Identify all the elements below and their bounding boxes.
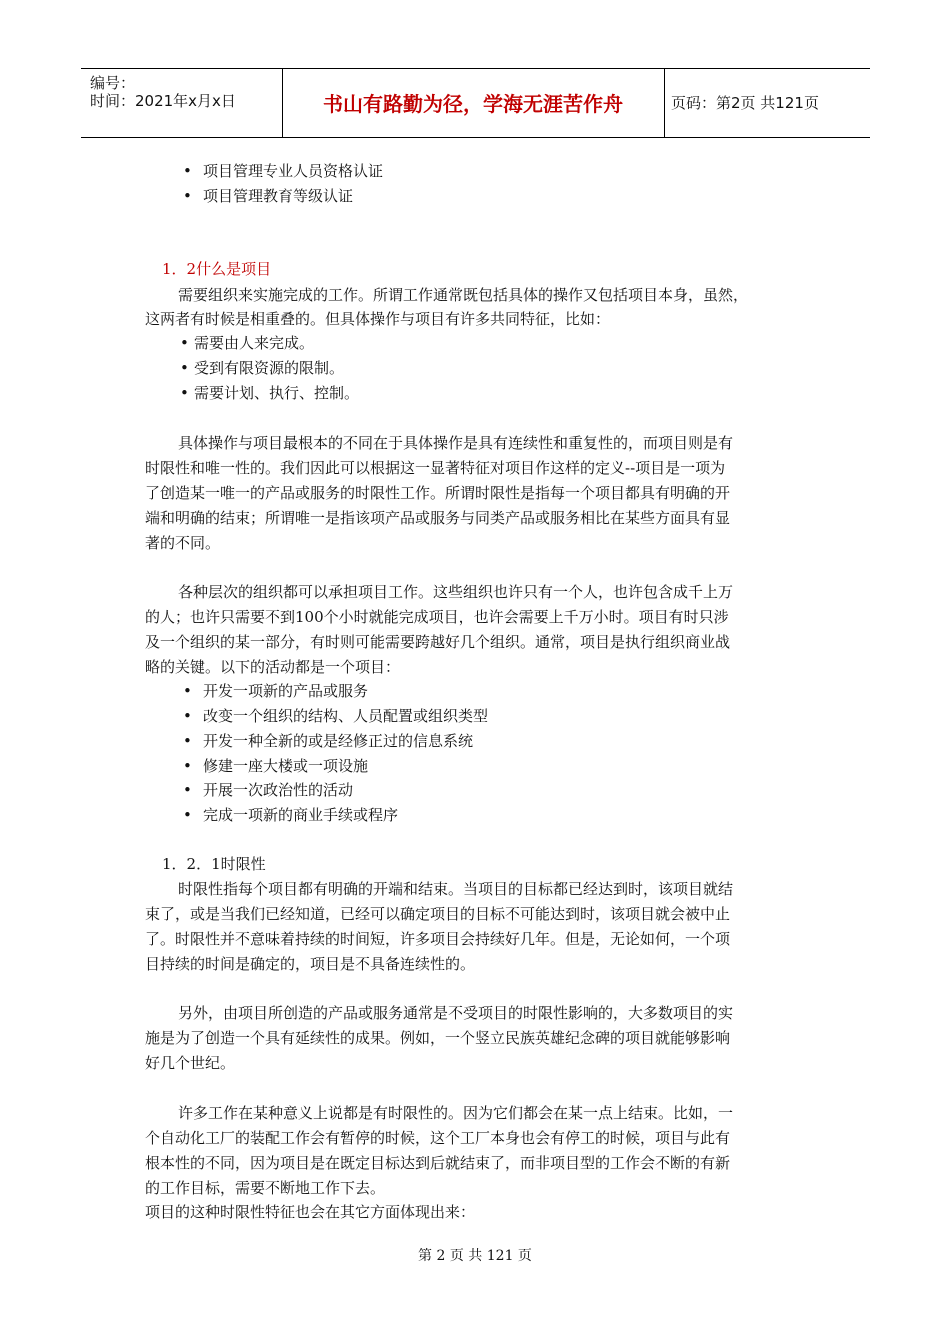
paragraph-line: 好几个世纪。 (145, 1054, 236, 1072)
header-page-cell (665, 69, 870, 137)
paragraph-line: 端和明确的结束；所谓唯一是指该项产品或服务与同类产品或服务相比在某些方面具有显 (145, 509, 731, 527)
list-item-text: 项目管理教育等级认证 (203, 187, 354, 205)
bullet-icon: • (180, 384, 189, 402)
document-time-label: 时间：2021年x月x日 (90, 92, 236, 110)
bullet-icon: • (183, 732, 192, 750)
paragraph-line: 另外，由项目所创造的产品或服务通常是不受项目的时限性影响的，大多数项目的实 (178, 1004, 734, 1022)
header-motto-cell (282, 69, 665, 137)
header-motto: 书山有路勤为径，学海无涯苦作舟 (323, 92, 623, 116)
list-item-text: 需要由人来完成。 (194, 334, 315, 352)
bullet-icon: • (183, 707, 192, 725)
list-item-text: 改变一个组织的结构、人员配置或组织类型 (203, 707, 489, 725)
list-item-text: 修建一座大楼或一项设施 (203, 757, 369, 775)
paragraph-line: 许多工作在某种意义上说都是有时限性的。因为它们都会在某一点上结束。比如，一 (178, 1104, 734, 1122)
document-number-label: 编号： (90, 74, 136, 92)
list-item-text: 完成一项新的商业手续或程序 (203, 806, 399, 824)
bullet-icon: • (180, 334, 189, 352)
paragraph-line: 时限性和唯一性的。我们因此可以根据这一显著特征对项目作这样的定义--项目是一项为 (145, 459, 726, 477)
paragraph-line: 的人；也许只需要不到100个小时就能完成项目，也许会需要上千万小时。项目有时只涉 (145, 608, 729, 626)
page-footer: 第 2 页 共 121 页 (418, 1248, 532, 1264)
list-item-text: 需要计划、执行、控制。 (194, 384, 360, 402)
paragraph-line: 著的不同。 (145, 534, 221, 552)
bullet-icon: • (180, 359, 189, 377)
paragraph-line: 施是为了创造一个具有延续性的成果。例如，一个竖立民族英雄纪念碑的项目就能够影响 (145, 1029, 731, 1047)
paragraph-line: 束了，或是当我们已经知道，已经可以确定项目的目标不可能达到时，该项目就会被中止 (145, 905, 731, 923)
paragraph-line: 及一个组织的某一部分，有时则可能需要跨越好几个组织。通常，项目是执行组织商业战 (145, 633, 731, 651)
paragraph-line: 各种层次的组织都可以承担项目工作。这些组织也许只有一个人，也许包含成千上万 (178, 583, 734, 601)
bullet-icon: • (183, 682, 192, 700)
paragraph-line: 需要组织来实施完成的工作。所谓工作通常既包括具体的操作又包括项目本身，虽然， (178, 286, 749, 304)
paragraph-line: 个自动化工厂的装配工作会有暂停的时候，这个工厂本身也会有停工的时候，项目与此有 (145, 1129, 731, 1147)
page-header (81, 68, 870, 138)
bullet-icon: • (183, 187, 192, 205)
list-item-text: 受到有限资源的限制。 (194, 359, 345, 377)
list-item-text: 项目管理专业人员资格认证 (203, 162, 384, 180)
paragraph-line: 这两者有时候是相重叠的。但具体操作与项目有许多共同特征，比如： (145, 310, 611, 328)
paragraph-line: 根本性的不同，因为项目是在既定目标达到后就结束了，而非项目型的工作会不断的有新 (145, 1154, 731, 1172)
section-heading: 1．2什么是项目 (162, 260, 272, 278)
paragraph-line: 时限性指每个项目都有明确的开端和结束。当项目的目标都已经达到时，该项目就结 (178, 880, 734, 898)
section-heading: 1．2．1时限性 (162, 855, 266, 873)
bullet-icon: • (183, 162, 192, 180)
paragraph-line: 具体操作与项目最根本的不同在于具体操作是具有连续性和重复性的，而项目则是有 (178, 434, 734, 452)
list-item-text: 开发一种全新的或是经修正过的信息系统 (203, 732, 474, 750)
bullet-icon: • (183, 806, 192, 824)
header-page-info: 页码：第2页 共121页 (671, 94, 819, 112)
header-meta-cell (81, 69, 283, 137)
paragraph-line: 项目的这种时限性特征也会在其它方面体现出来： (145, 1203, 476, 1221)
paragraph-line: 的工作目标，需要不断地工作下去。 (145, 1179, 386, 1197)
paragraph-line: 目持续的时间是确定的，项目是不具备连续性的。 (145, 955, 476, 973)
list-item-text: 开发一项新的产品或服务 (203, 682, 369, 700)
paragraph-line: 了。时限性并不意味着持续的时间短，许多项目会持续好几年。但是，无论如何，一个项 (145, 930, 731, 948)
paragraph-line: 了创造某一唯一的产品或服务的时限性工作。所谓时限性是指每一个项目都具有明确的开 (145, 484, 731, 502)
bullet-icon: • (183, 757, 192, 775)
list-item-text: 开展一次政治性的活动 (203, 781, 354, 799)
paragraph-line: 略的关键。以下的活动都是一个项目： (145, 658, 401, 676)
bullet-icon: • (183, 781, 192, 799)
